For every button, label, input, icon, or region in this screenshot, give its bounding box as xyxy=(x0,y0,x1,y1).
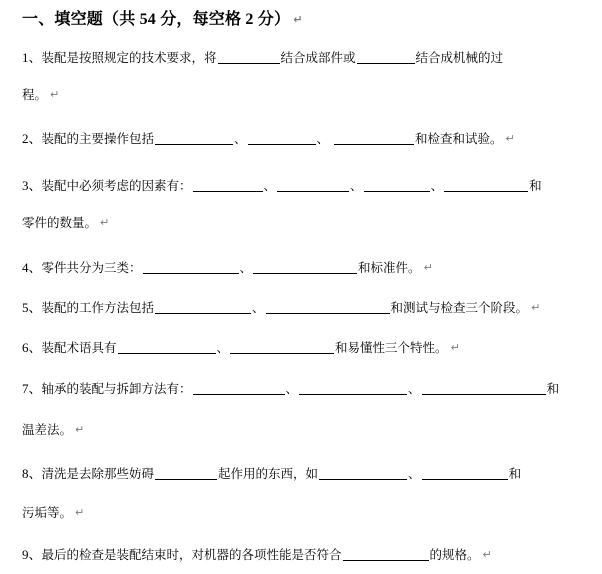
question-number: 6、 xyxy=(22,340,42,355)
question-text: 轴承的装配与拆卸方法有： xyxy=(41,381,192,396)
paragraph-mark-icon: ↵ xyxy=(423,261,433,274)
question-line xyxy=(22,464,521,484)
question-line xyxy=(22,176,542,196)
question-continuation-line xyxy=(22,420,84,440)
question-number: 2、 xyxy=(22,131,42,146)
question-line xyxy=(22,338,460,358)
question-text: 装配的主要操作包括 xyxy=(41,131,155,146)
question-continuation-line xyxy=(22,213,109,233)
answer-blank[interactable] xyxy=(155,132,233,145)
question-line xyxy=(22,129,515,149)
question-text: 结合成机械的过 xyxy=(415,50,504,65)
question-text: 和 xyxy=(508,466,522,481)
question-text: 污垢等。 xyxy=(22,505,73,520)
paragraph-mark-icon: ↵ xyxy=(293,13,303,26)
question-number: 5、 xyxy=(22,300,42,315)
question-text: 和检查和试验。 xyxy=(415,131,503,146)
paragraph-mark-icon: ↵ xyxy=(50,88,60,101)
question-continuation-line xyxy=(22,85,59,105)
page-title xyxy=(22,9,303,31)
answer-blank[interactable] xyxy=(277,179,349,192)
question-text: 装配是按照规定的技术要求，将 xyxy=(41,50,217,65)
question-text: 最后的检查是装配结束时，对机器的各项性能是否符合 xyxy=(41,547,342,562)
question-continuation-line xyxy=(22,503,84,523)
question-text: 起作用的东西，如 xyxy=(218,466,319,481)
question-text: 、 xyxy=(263,178,277,193)
question-text: 、 xyxy=(408,381,421,396)
paragraph-mark-icon: ↵ xyxy=(482,548,492,561)
question-line xyxy=(22,48,503,68)
answer-blank[interactable] xyxy=(155,301,251,314)
question-text: 装配的工作方法包括 xyxy=(41,300,155,315)
paragraph-mark-icon: ↵ xyxy=(75,423,85,436)
question-text: 和易懂性三个特性。 xyxy=(335,340,448,355)
paragraph-mark-icon: ↵ xyxy=(531,301,541,314)
question-text: 清洗是去除那些妨碍 xyxy=(41,466,155,481)
question-text: 、 xyxy=(430,178,444,193)
answer-blank[interactable] xyxy=(334,132,414,145)
question-text: 、 xyxy=(252,300,265,315)
question-text: 和 xyxy=(529,178,542,193)
answer-blank[interactable] xyxy=(357,51,415,64)
question-number: 7、 xyxy=(22,381,42,396)
question-text: 、 xyxy=(408,466,421,481)
question-text: 零件的数量。 xyxy=(22,215,98,230)
question-text: 的规格。 xyxy=(429,547,480,562)
question-number: 8、 xyxy=(22,466,42,481)
question-line xyxy=(22,545,492,565)
answer-blank[interactable] xyxy=(218,51,280,64)
answer-blank[interactable] xyxy=(193,382,285,395)
answer-blank[interactable] xyxy=(230,341,334,354)
question-number: 4、 xyxy=(22,260,42,275)
question-text: 装配术语具有 xyxy=(41,340,117,355)
question-text: 、 xyxy=(239,260,253,275)
answer-blank[interactable] xyxy=(299,382,407,395)
question-text: 温差法。 xyxy=(22,422,73,437)
answer-blank[interactable] xyxy=(253,261,357,274)
answer-blank[interactable] xyxy=(266,301,390,314)
question-text: 和 xyxy=(546,381,560,396)
answer-blank[interactable] xyxy=(155,467,217,480)
question-line xyxy=(22,258,433,278)
question-text: 、 xyxy=(350,178,363,193)
paragraph-mark-icon: ↵ xyxy=(450,341,460,354)
question-number: 3、 xyxy=(22,178,42,193)
answer-blank[interactable] xyxy=(193,179,263,192)
answer-blank[interactable] xyxy=(319,467,407,480)
answer-blank[interactable] xyxy=(422,382,546,395)
question-text: 和测试与检查三个阶段。 xyxy=(390,300,529,315)
question-number: 1、 xyxy=(22,50,42,65)
question-text: 、 xyxy=(285,381,299,396)
question-text: 、 xyxy=(316,131,334,146)
section-title-text: 一、填空题（共 54 分，每空格 2 分） xyxy=(22,11,291,28)
question-line xyxy=(22,298,540,318)
question-text: 零件共分为三类： xyxy=(41,260,142,275)
question-text: 装配中必须考虑的因素有： xyxy=(41,178,192,193)
answer-blank[interactable] xyxy=(422,467,508,480)
paragraph-mark-icon: ↵ xyxy=(100,216,110,229)
answer-blank[interactable] xyxy=(118,341,216,354)
answer-blank[interactable] xyxy=(364,179,430,192)
answer-blank[interactable] xyxy=(444,179,528,192)
question-text: 、 xyxy=(216,340,230,355)
question-number: 9、 xyxy=(22,547,42,562)
answer-blank[interactable] xyxy=(343,548,429,561)
paragraph-mark-icon: ↵ xyxy=(505,132,515,145)
question-text: 和标准件。 xyxy=(358,260,421,275)
question-text: 、 xyxy=(234,131,247,146)
question-text: 结合成部件或 xyxy=(280,50,356,65)
answer-blank[interactable] xyxy=(248,132,316,145)
question-line xyxy=(22,379,559,399)
paragraph-mark-icon: ↵ xyxy=(75,506,85,519)
answer-blank[interactable] xyxy=(143,261,239,274)
question-text: 程。 xyxy=(22,87,48,102)
